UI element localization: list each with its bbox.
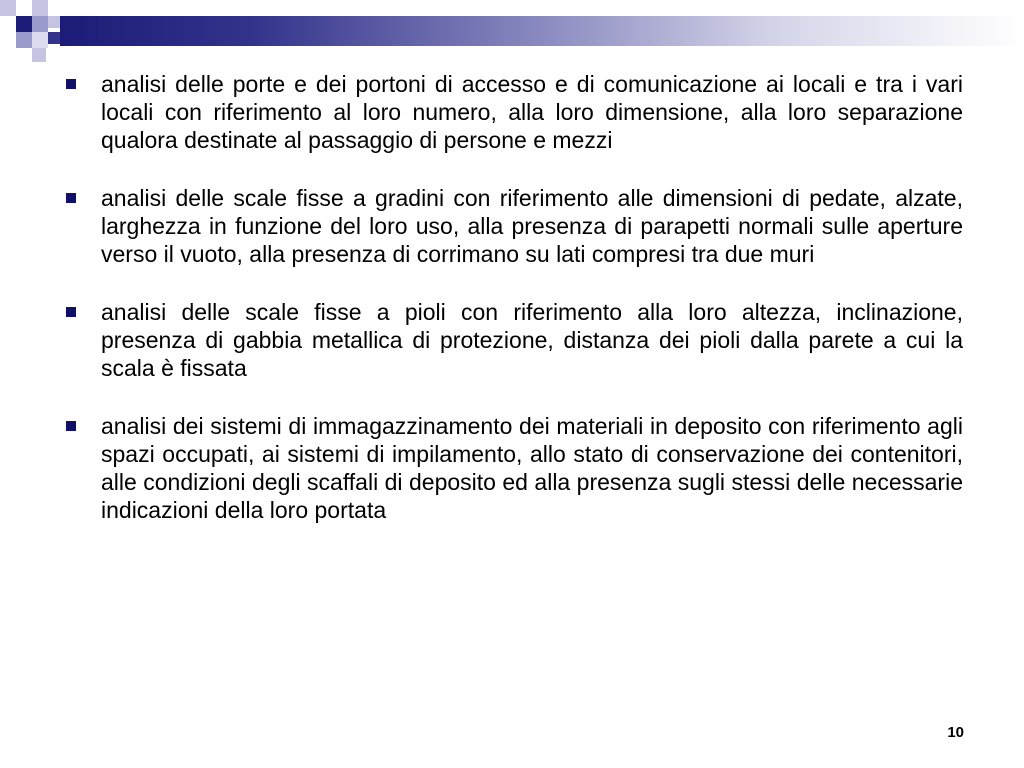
header-decoration [0, 0, 1024, 70]
bullet-text: analisi dei sistemi di immagazzinamento dei materiali in deposito con riferimento agli spazi occupati, ai sistemi di impilamento, allo stato di conservazione dei contenitori, alle condizioni degli scaffali di deposito ed alla presenza sugli stessi delle necessarie indicazioni della loro portata [101, 413, 963, 523]
slide-content [66, 70, 963, 554]
deco-square-light [32, 48, 46, 62]
deco-square-dark [48, 32, 60, 44]
bullet-item [66, 412, 963, 524]
bullet-text: analisi delle scale fisse a pioli con riferimento alla loro altezza, inclinazione, presenza di gabbia metallica di protezione, distanza dei pioli dalla parete a cui la scala è fissata [101, 299, 963, 381]
square-bullet-icon [66, 193, 76, 203]
bullet-item [66, 184, 963, 268]
bullet-item [66, 70, 963, 154]
square-bullet-icon [66, 421, 76, 431]
deco-square-light [48, 16, 60, 28]
deco-square-light [32, 32, 48, 48]
page-number: 10 [947, 724, 964, 741]
bullet-text: analisi delle scale fisse a gradini con riferimento alle dimensioni di pedate, alzate, larghezza in funzione del loro uso, alla presenza di parapetti normali sulle aperture verso il vuoto, alla presenza di corrimano su lati compresi tra due muri [101, 185, 963, 267]
deco-square-mid [32, 16, 48, 32]
square-bullet-icon [66, 79, 76, 89]
bullet-item [66, 298, 963, 382]
bullet-text: analisi delle porte e dei portoni di accesso e di comunicazione ai locali e tra i vari locali con riferimento al loro numero, alla loro dimensione, alla loro separazione qualora destinate al passaggio di persone e mezzi [101, 71, 963, 153]
deco-square-light [32, 0, 48, 16]
deco-square-light [0, 0, 16, 16]
square-bullet-icon [66, 307, 76, 317]
deco-square-mid [16, 32, 32, 48]
header-gradient-bar [60, 16, 1024, 46]
deco-square-dark [16, 16, 32, 32]
